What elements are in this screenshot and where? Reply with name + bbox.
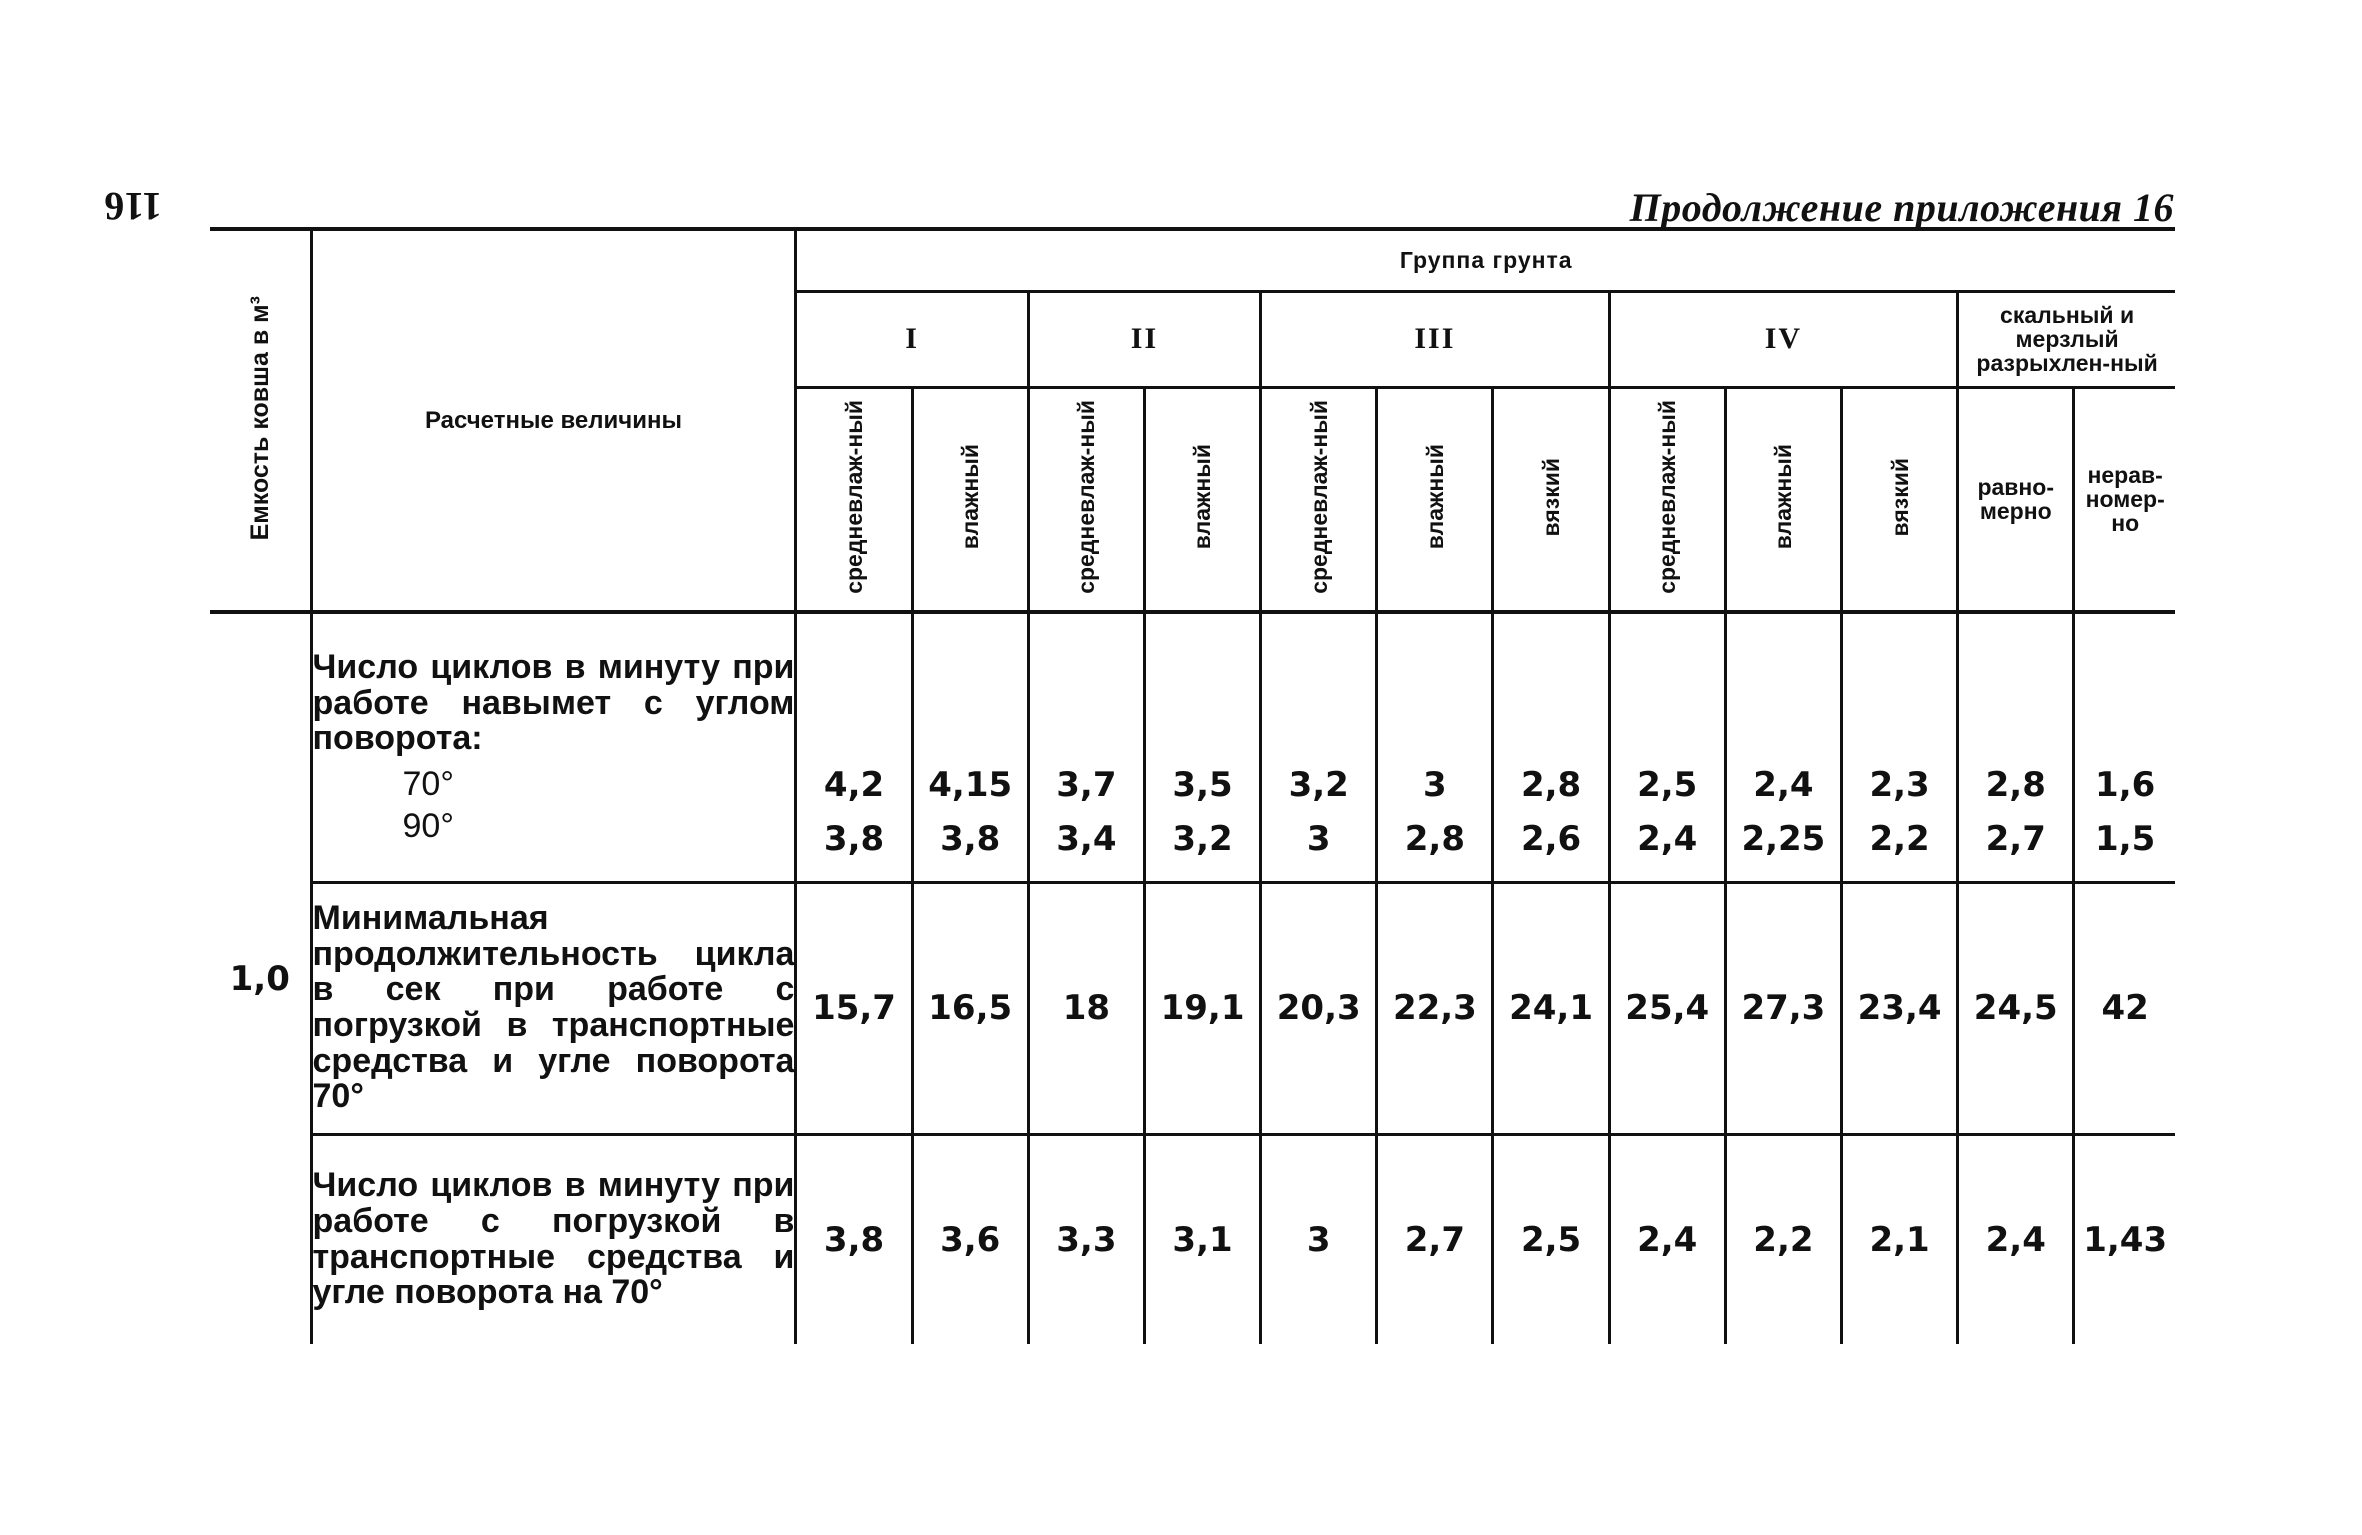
- g4-medium-moist: средневлаж-ный: [1609, 387, 1725, 612]
- capacity-header: Емкость ковша в м³: [210, 229, 311, 612]
- capacity-value: 1,0: [229, 959, 290, 999]
- table-row: [210, 882, 2175, 1134]
- table-cell: 24,1: [1493, 882, 1609, 1134]
- table-cell: 18: [1028, 882, 1144, 1134]
- excavator-cycle-table: [210, 227, 2175, 1344]
- table-cell: 3,7 3,4: [1028, 612, 1144, 882]
- table-cell: 2,4: [1958, 1134, 2074, 1344]
- g2-moist: влажный: [1144, 387, 1260, 612]
- table-cell: 3,1: [1144, 1134, 1260, 1344]
- table-cell: 3,6: [912, 1134, 1028, 1344]
- table-cell: 16,5: [912, 882, 1028, 1134]
- table-cell: 3: [1261, 1134, 1377, 1344]
- g4-moist: влажный: [1725, 387, 1841, 612]
- table-cell: 2,3 2,2: [1841, 612, 1957, 882]
- rock-group-header: скальный и мерзлый разрыхлен-ный: [1958, 291, 2175, 387]
- g3-moist: влажный: [1377, 387, 1493, 612]
- table-cell: 24,5: [1958, 882, 2074, 1134]
- table-cell: 2,5 2,4: [1609, 612, 1725, 882]
- table-cell: 27,3: [1725, 882, 1841, 1134]
- angle-label: 90°: [402, 806, 454, 845]
- g3-medium-moist: средневлаж-ный: [1261, 387, 1377, 612]
- g1-medium-moist: средневлаж-ный: [796, 387, 912, 612]
- row-description: Число циклов в минуту при работе навымет с углом поворота: 70° 90°: [311, 612, 796, 882]
- page-number: 116: [104, 184, 162, 229]
- angle-label: 70°: [402, 765, 454, 804]
- table-cell: 3,2 3: [1261, 612, 1377, 882]
- table-cell: 2,8 2,6: [1493, 612, 1609, 882]
- continuation-title: Продолжение приложения 16: [1629, 185, 2174, 230]
- table-cell: 2,2: [1725, 1134, 1841, 1344]
- table-cell: 3,3: [1028, 1134, 1144, 1344]
- calc-values-header: Расчетные величины: [311, 229, 796, 612]
- soil-group-header: Группа грунта: [796, 229, 2175, 291]
- group-iii-header: III: [1261, 291, 1610, 387]
- table-cell: 4,2 3,8: [796, 612, 912, 882]
- table-cell: 3 2,8: [1377, 612, 1493, 882]
- row-description: Минимальная продолжительность цикла в сек при работе с погрузкой в транспортные средства и угле поворота 70°: [311, 882, 796, 1134]
- rock-uniform: равно-мерно: [1958, 387, 2074, 612]
- g4-viscous: вязкий: [1841, 387, 1957, 612]
- table-cell: 19,1: [1144, 882, 1260, 1134]
- group-ii-header: II: [1028, 291, 1260, 387]
- table-cell: 1,43: [2074, 1134, 2175, 1344]
- table-cell: 3,8: [796, 1134, 912, 1344]
- group-i-header: I: [796, 291, 1028, 387]
- table-cell: 20,3: [1261, 882, 1377, 1134]
- table-cell: 42: [2074, 882, 2175, 1134]
- group-iv-header: IV: [1609, 291, 1958, 387]
- row-description: Число циклов в минуту при работе с погрузкой в транспортные средства и угле поворота на 70°: [311, 1134, 796, 1344]
- rock-nonuniform: нерав-номер-но: [2074, 387, 2175, 612]
- table-cell: 2,7: [1377, 1134, 1493, 1344]
- table-cell: 22,3: [1377, 882, 1493, 1134]
- table-cell: 2,5: [1493, 1134, 1609, 1344]
- g3-viscous: вязкий: [1493, 387, 1609, 612]
- table-cell: 2,4 2,25: [1725, 612, 1841, 882]
- table-cell: 15,7: [796, 882, 912, 1134]
- g2-medium-moist: средневлаж-ный: [1028, 387, 1144, 612]
- table-cell: 23,4: [1841, 882, 1957, 1134]
- g1-moist: влажный: [912, 387, 1028, 612]
- table-row: [210, 612, 2175, 882]
- table-cell: 2,4: [1609, 1134, 1725, 1344]
- table-row: [210, 1134, 2175, 1344]
- table-cell: 3,5 3,2: [1144, 612, 1260, 882]
- table-cell: 2,8 2,7: [1958, 612, 2074, 882]
- table-cell: 2,1: [1841, 1134, 1957, 1344]
- table-cell: 4,15 3,8: [912, 612, 1028, 882]
- table-cell: 25,4: [1609, 882, 1725, 1134]
- table-cell: 1,6 1,5: [2074, 612, 2175, 882]
